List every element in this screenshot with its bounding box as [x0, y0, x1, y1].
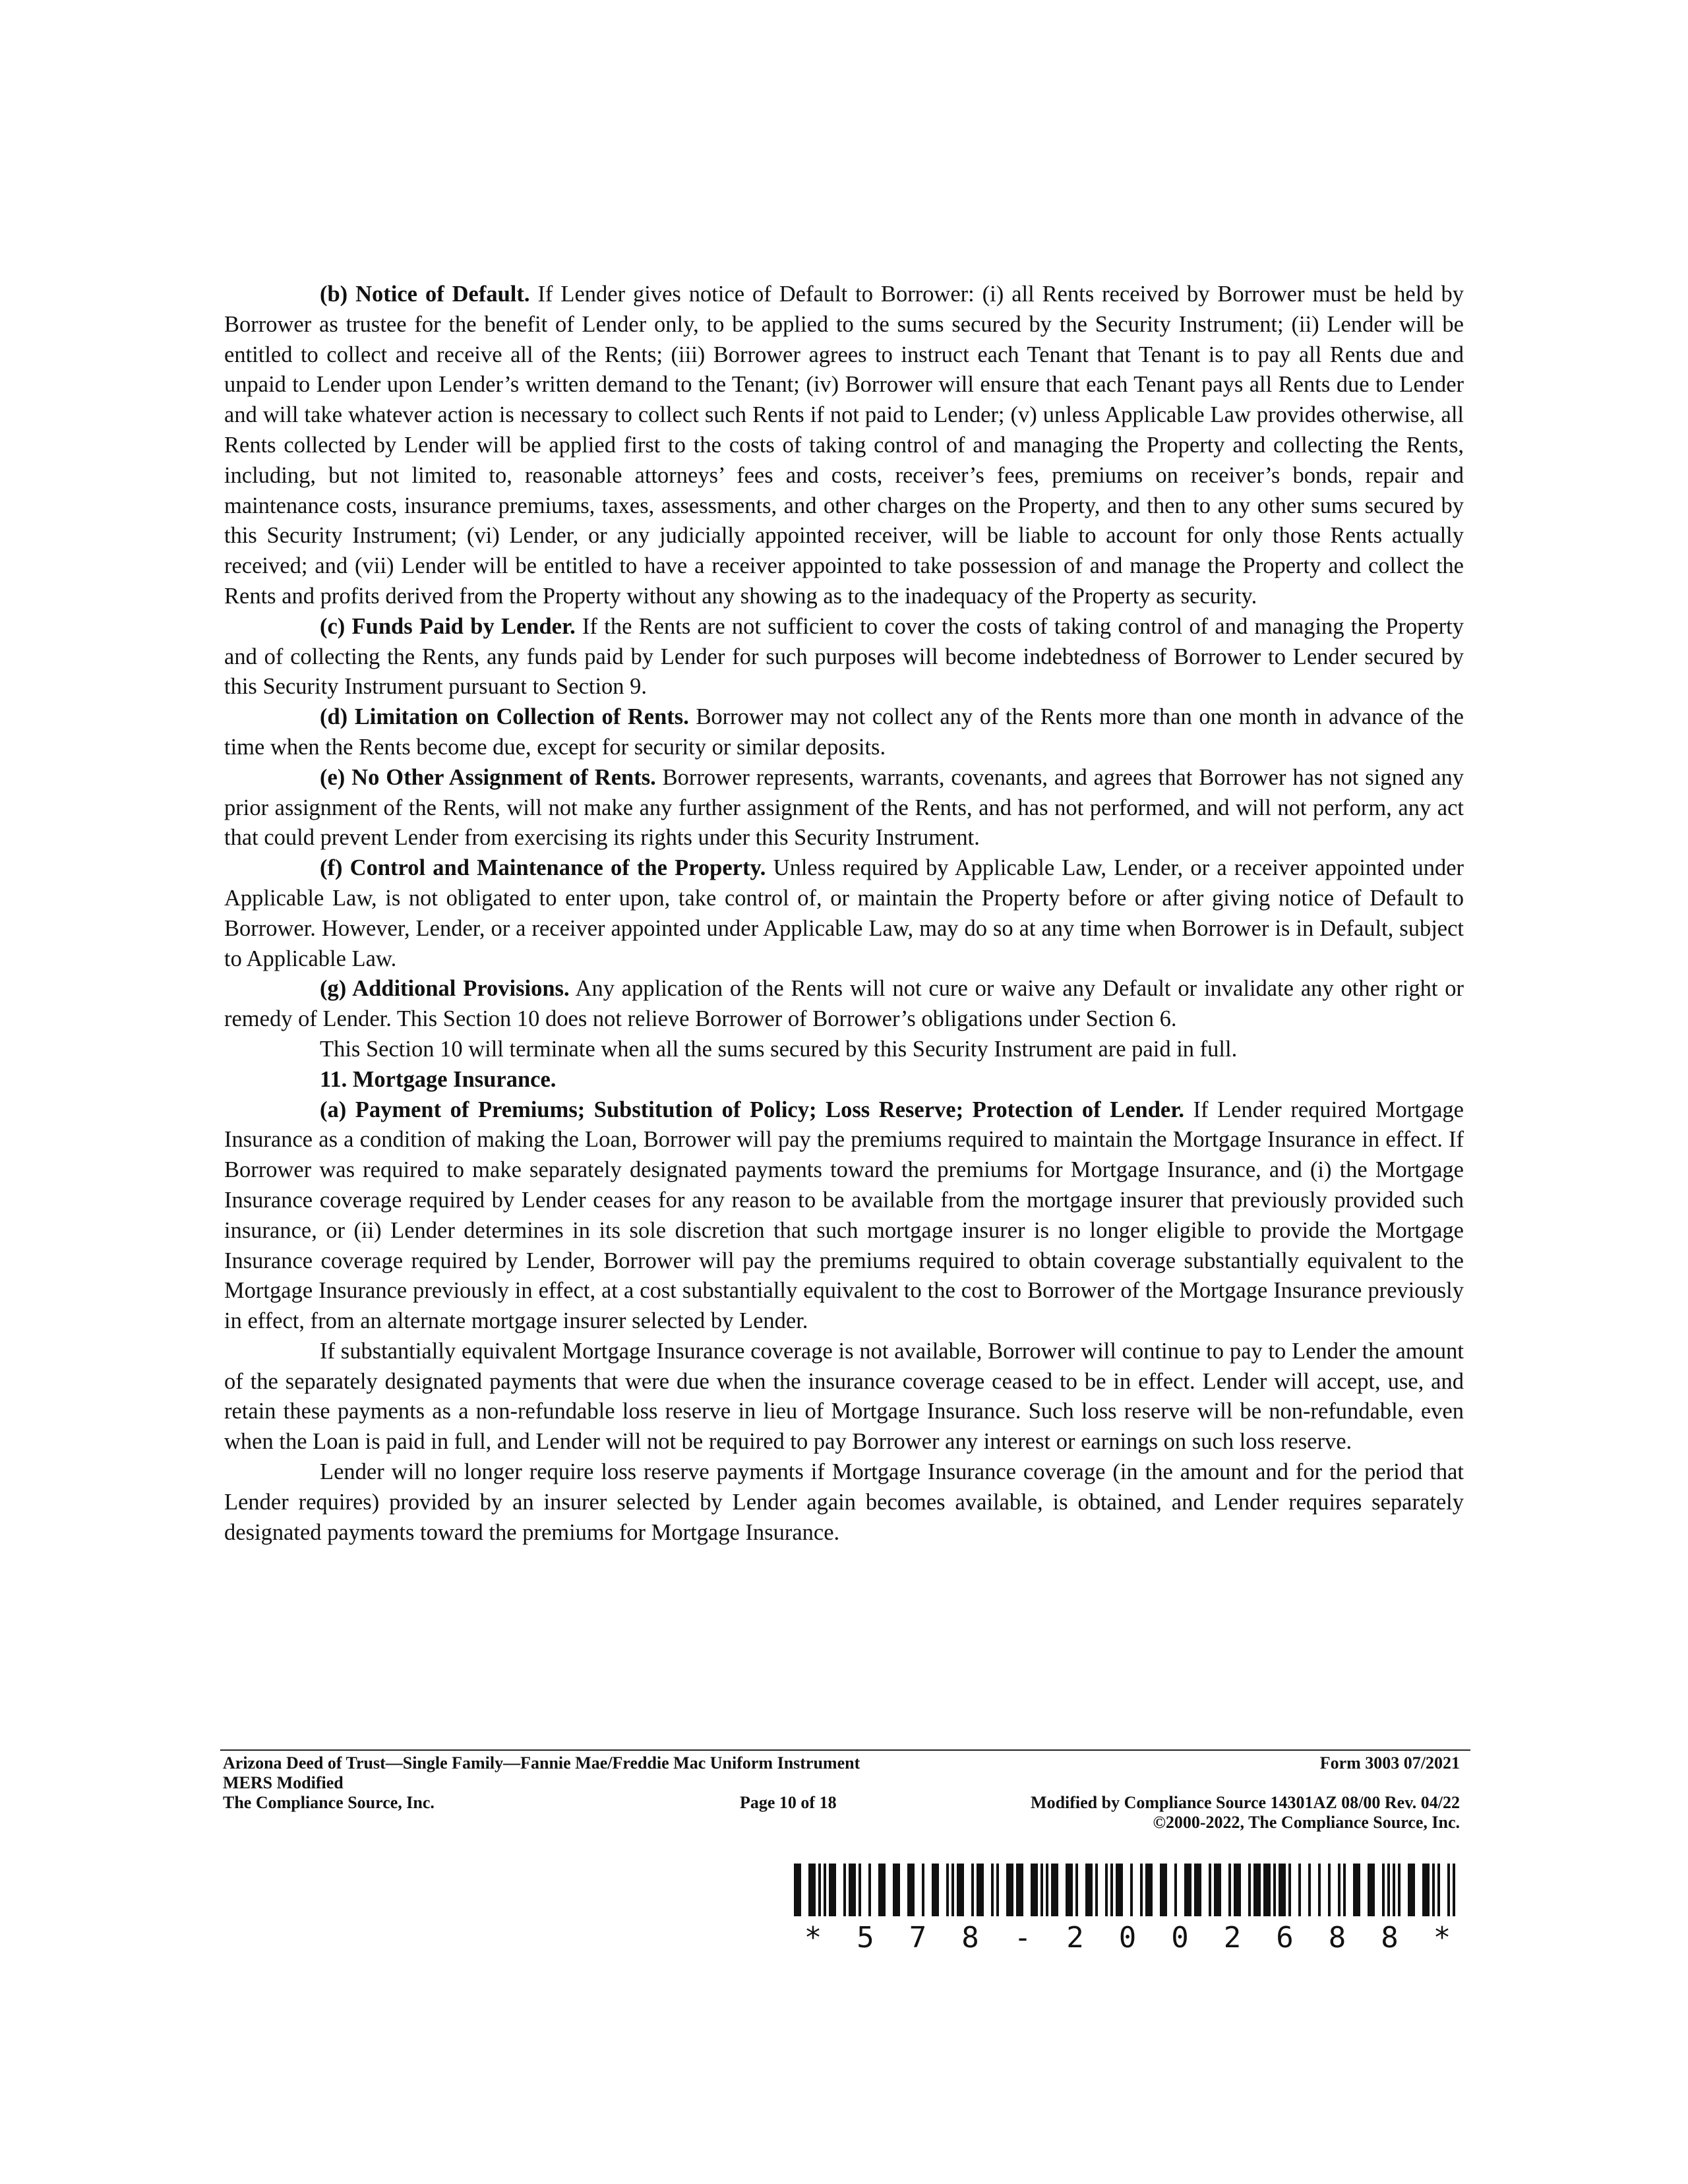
barcode-bar [1140, 1864, 1143, 1916]
barcode-bar [1387, 1864, 1390, 1916]
barcode-bar [1248, 1864, 1251, 1916]
barcode-bar [794, 1864, 801, 1916]
barcode-bar [1130, 1864, 1133, 1916]
form-number: Form 3003 07/2021 [1319, 1753, 1460, 1773]
paragraph-f [224, 853, 1464, 974]
barcode-bar [1279, 1864, 1286, 1916]
barcode-bar [1116, 1864, 1123, 1916]
barcode-bar [1110, 1864, 1113, 1916]
modified-by: Modified by Compliance Source 14301AZ 08/00 Rev. 04/22 [1031, 1793, 1460, 1812]
barcode-char: * [804, 1921, 822, 1955]
paragraph-text: Lender will no longer require loss reserve payments if Mortgage Insurance coverage (in the amount and for the period that Lender requires) provided by an insurer selected by Lender again becomes available, is obtained, and Lender requires separately designated payments toward the premiums for Mortgage Insurance. [224, 1459, 1464, 1545]
section-11-title [224, 1065, 1464, 1095]
barcode-bar [1453, 1864, 1455, 1916]
barcode-bar [951, 1864, 954, 1916]
barcode-bar [1160, 1864, 1167, 1916]
barcode-bar [1368, 1864, 1375, 1916]
barcode-bar [1016, 1864, 1023, 1916]
barcode-bar [1408, 1864, 1415, 1916]
barcode-bar [824, 1864, 826, 1916]
paragraph-c [224, 612, 1464, 702]
barcode-bar [1105, 1864, 1108, 1916]
paragraph-loss-reserve [224, 1337, 1464, 1457]
paragraph-e [224, 763, 1464, 853]
barcode-bar [1006, 1864, 1013, 1916]
barcode-bar [1253, 1864, 1261, 1916]
barcode-bar [946, 1864, 949, 1916]
paragraph-d [224, 702, 1464, 763]
barcode-bar [1085, 1864, 1093, 1916]
barcode-char: 5 [857, 1921, 874, 1955]
barcode-bar [849, 1864, 856, 1916]
barcode-bar [1432, 1864, 1435, 1916]
section-heading: (f) Control and Maintenance of the Property. [320, 855, 766, 881]
barcode-bar [1318, 1864, 1321, 1916]
barcode-bar [1051, 1864, 1058, 1916]
barcode-bar [957, 1864, 964, 1916]
barcode-bar [1145, 1864, 1153, 1916]
barcode-bar [843, 1864, 846, 1916]
barcode-char: 0 [1171, 1921, 1189, 1955]
barcode [794, 1864, 1461, 1956]
barcode-char: 8 [961, 1921, 979, 1955]
barcode-bar [932, 1864, 939, 1916]
barcode-bar [878, 1864, 886, 1916]
barcode-bar [818, 1864, 821, 1916]
barcode-bar [808, 1864, 816, 1916]
paragraph-text: If substantially equivalent Mortgage Insurance coverage is not available, Borrower will continue to pay to Lender the amount of the separately designated payments that were due when the insurance coverage ceased to be in effect. Lender will accept, use, and retain these payments as a non-refundable loss reserve in lieu of Mortgage Insurance. Such loss reserve will be non-refundable, even when the Loan is paid in full, and Lender will not be required to pay Borrower any interest or earnings on such loss reserve. [224, 1338, 1464, 1455]
paragraph-text: Unless required by Applicable Law, Lender, or a receiver appointed under Applicable Law, is not obligated to enter upon, take control of, or maintain the Property before or after giving notice of Default to Borrower. However, Lender, or a receiver appointed under Applicable Law, may do so at any time when Borrower is in Default, subject to Applicable Law. [224, 855, 1464, 971]
footer-divider [220, 1749, 1470, 1751]
paragraph-b [224, 280, 1464, 612]
section-heading: (g) Additional Provisions. [320, 976, 570, 1002]
barcode-bar [996, 1864, 999, 1916]
barcode-bar [907, 1864, 915, 1916]
barcode-bar [893, 1864, 900, 1916]
paragraph-text: Borrower may not collect any of the Rents more than one month in advance of the time when the Rents become due, except for security or similar deposits. [224, 704, 1464, 760]
barcode-bar [1234, 1864, 1241, 1916]
section-heading: 11. Mortgage Insurance. [320, 1066, 557, 1092]
barcode-char: 0 [1118, 1921, 1137, 1955]
barcode-bar [829, 1864, 836, 1916]
section-heading: (c) Funds Paid by Lender. [320, 613, 576, 639]
paragraph-g [224, 974, 1464, 1035]
barcode-bar [868, 1864, 871, 1916]
section-heading: (e) No Other Assignment of Rents. [320, 764, 656, 790]
barcode-bar [971, 1864, 974, 1916]
barcode-bar [1075, 1864, 1078, 1916]
barcode-bar [1095, 1864, 1098, 1916]
barcode-bar [1437, 1864, 1440, 1916]
paragraph-text: If the Rents are not sufficient to cover the costs of taking control of and managing the Property and of collecting the Rents, any funds paid by Lender for such purposes will become indebtedness of Borrower to Lender secured by this Security Instrument pursuant to Section 9. [224, 613, 1464, 700]
paragraph-no-longer-require [224, 1457, 1464, 1548]
barcode-digits [794, 1922, 1461, 1955]
barcode-bar [1209, 1864, 1211, 1916]
paragraph-text: If Lender gives notice of Default to Borrower: (i) all Rents received by Borrower must be held by Borrower as trustee for the benefit of Lender only, to be applied to the sums secured by the Security Instrument; (ii) Lender will be entitled to collect and receive all of the Rents; (iii) Borrower agrees to instruct each Tenant that Tenant is to pay all Rents due and unpaid to Lender upon Lender’s written demand to the Tenant; (iv) Borrower will ensure that each Tenant pays all Rents due to Lender and will take whatever action is necessary to collect such Rents if not paid to Lender; (v) unless Applicable Law provides otherwise, all Rents collected by Lender will be applied first to the costs of taking control of and managing the Property and collecting the Rents, including, but not limited to, reasonable attorneys’ fees and costs, receiver’s fees, premiums on receiver’s bonds, repair and maintenance costs, insurance premiums, taxes, assessments, and other charges on the Property, and then to any other sums secured by this Security Instrument; (vi) Lender, or any judicially appointed receiver, will be liable to account for only those Rents actually received; and (vii) Lender will be entitled to have a receiver appointed to take possession of and manage the Property and collect the Rents and profits derived from the Property without any showing as to the inadequacy of the Property as security. [224, 282, 1464, 609]
document-body [224, 280, 1464, 1548]
barcode-bar [1214, 1864, 1221, 1916]
barcode-char: - [1013, 1921, 1032, 1955]
paragraph-termination [224, 1035, 1464, 1065]
paragraph-11a [224, 1095, 1464, 1337]
barcode-bar [1353, 1864, 1360, 1916]
barcode-bar [1308, 1864, 1311, 1916]
barcode-char: 8 [1328, 1921, 1346, 1955]
barcode-bar [1228, 1864, 1231, 1916]
section-heading: (b) Notice of Default. [320, 282, 530, 307]
copyright: ©2000-2022, The Compliance Source, Inc. [1153, 1813, 1460, 1832]
barcode-bar [1288, 1864, 1291, 1916]
barcode-bar [1046, 1864, 1048, 1916]
barcode-char: 2 [1066, 1921, 1084, 1955]
barcode-char: 7 [909, 1921, 927, 1955]
barcode-bar [1031, 1864, 1038, 1916]
barcode-bar [922, 1864, 924, 1916]
mers-label: MERS Modified [223, 1773, 344, 1792]
barcode-bar [1398, 1864, 1401, 1916]
barcode-bar [1328, 1864, 1331, 1916]
barcode-bar [859, 1864, 861, 1916]
barcode-bar [1040, 1864, 1043, 1916]
barcode-char: * [1433, 1921, 1451, 1955]
section-heading: (a) Payment of Premiums; Substitution of Policy; Loss Reserve; Protection of Lender. [320, 1097, 1184, 1122]
form-title: Arizona Deed of Trust—Single Family—Fannie Mae/Freddie Mac Uniform Instrument [223, 1753, 860, 1773]
barcode-bar [1184, 1864, 1191, 1916]
barcode-bar [1298, 1864, 1301, 1916]
barcode-bar [1343, 1864, 1346, 1916]
barcode-bar [1263, 1864, 1271, 1916]
barcode-bar [1066, 1864, 1073, 1916]
page-number: Page 10 of 18 [740, 1793, 837, 1812]
barcode-bar [1393, 1864, 1395, 1916]
section-heading: (d) Limitation on Collection of Rents. [320, 704, 689, 730]
paragraph-text: Any application of the Rents will not cure or waive any Default or invalidate any other right or remedy of Lender. This Section 10 does not relieve Borrower of Borrower’s obligations under Section 6. [224, 976, 1464, 1032]
paragraph-text: Borrower represents, warrants, covenants, and agrees that Borrower has not signed any prior assignment of the Rents, will not make any further assignment of the Rents, and has not performed, and will not perform, any act that could prevent Lender from exercising its rights under this Security Instrument. [224, 764, 1464, 851]
company-name: The Compliance Source, Inc. [223, 1793, 435, 1812]
paragraph-text: If Lender required Mortgage Insurance as a condition of making the Loan, Borrower will pay the premiums required to maintain the Mortgage Insurance in effect. If Borrower was required to make separately designated payments toward the premiums for Mortgage Insurance, and (i) the Mortgage Insurance coverage required by Lender ceases for any reason to be available from the mortgage insurer that previously provided such insurance, or (ii) Lender determines in its sole discretion that such mortgage insurer is no longer eligible to provide the Mortgage Insurance coverage required by Lender, Borrower will pay the premiums required to obtain coverage substantially equivalent to the Mortgage Insurance previously in effect, at a cost substantially equivalent to the cost to Borrower of the Mortgage Insurance previously in effect, from an alternate mortgage insurer selected by Lender. [224, 1097, 1464, 1334]
barcode-char: 8 [1381, 1921, 1399, 1955]
barcode-char: 6 [1276, 1921, 1294, 1955]
barcode-bar [1447, 1864, 1450, 1916]
barcode-bars [794, 1864, 1461, 1916]
barcode-bar [1174, 1864, 1177, 1916]
barcode-bar [1273, 1864, 1276, 1916]
barcode-bar [1422, 1864, 1430, 1916]
barcode-bar [977, 1864, 984, 1916]
barcode-bar [1194, 1864, 1201, 1916]
barcode-bar [1338, 1864, 1341, 1916]
barcode-char: 2 [1223, 1921, 1242, 1955]
paragraph-text: This Section 10 will terminate when all the sums secured by this Security Instrument are paid in full. [320, 1036, 1238, 1062]
barcode-bar [991, 1864, 994, 1916]
barcode-bar [1382, 1864, 1385, 1916]
